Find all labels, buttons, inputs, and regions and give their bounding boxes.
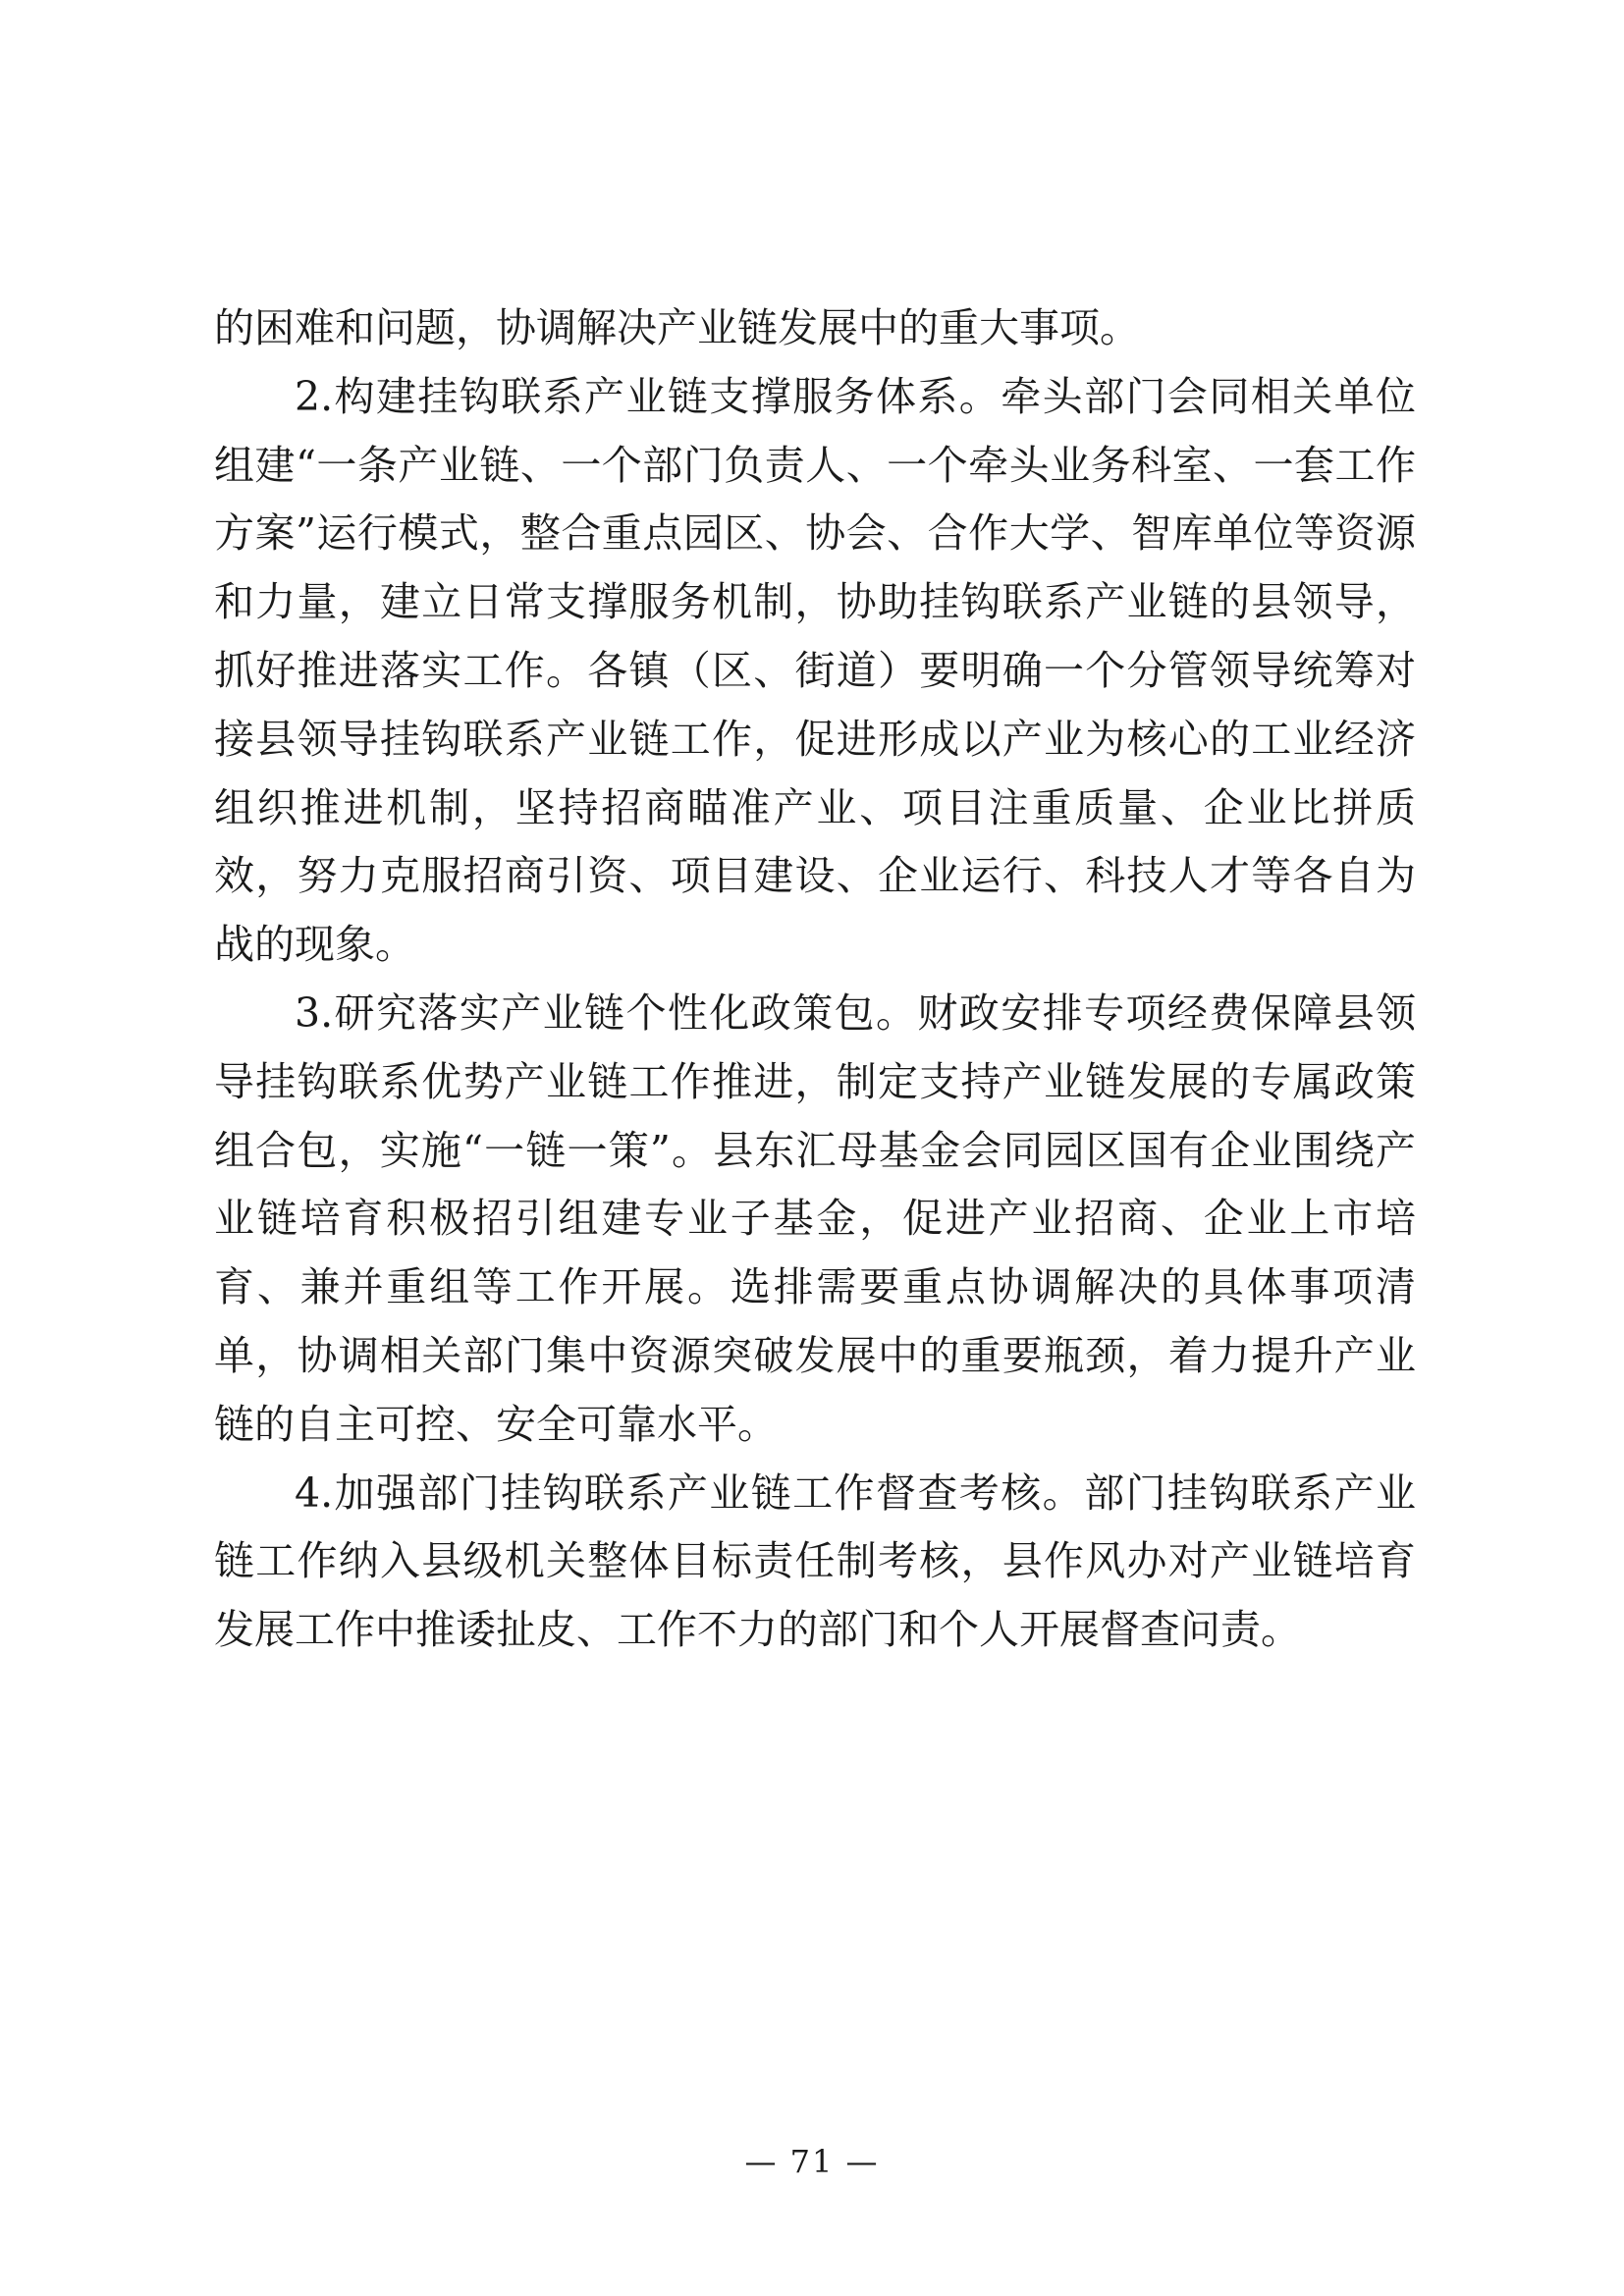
page-number: — 71 —	[744, 2143, 880, 2180]
paragraph-item-4: 4.加强部门挂钩联系产业链工作督查考核。部门挂钩联系产业链工作纳入县级机关整体目标责任制考核，县作风办对产业链培育发展工作中推诿扯皮、工作不力的部门和个人开展督查问责。	[214, 1468, 1416, 1654]
paragraph-continuation: 的困难和问题，协调解决产业链发展中的重大事项。	[214, 304, 1140, 351]
document-body	[214, 294, 1416, 1665]
paragraph-item-2: 2.构建挂钩联系产业链支撑服务体系。牵头部门会同相关单位组建“一条产业链、一个部门负责人、一个牵头业务科室、一套工作方案”运行模式，整合重点园区、协会、合作大学、智库单位等资源和力量，建立日常支撑服务机制，协助挂钩联系产业链的县领导，抓好推进落实工作。各镇（区、街道）要明确一个分管领导统筹对接县领导挂钩联系产业链工作，促进形成以产业为核心的工业经济组织推进机制，坚持招商瞄准产业、项目注重质量、企业比拼质效，努力克服招商引资、项目建设、企业运行、科技人才等各自为战的现象。	[214, 372, 1416, 969]
paragraph-item-3: 3.研究落实产业链个性化政策包。财政安排专项经费保障县领导挂钩联系优势产业链工作推进，制定支持产业链发展的专属政策组合包，实施“一链一策”。县东汇母基金会同园区国有企业围绕产业链培育积极招引组建专业子基金，促进产业招商、企业上市培育、兼并重组等工作开展。选排需要重点协调解决的具体事项清单，协调相关部门集中资源突破发展中的重要瓶颈，着力提升产业链的自主可控、安全可靠水平。	[214, 988, 1416, 1448]
